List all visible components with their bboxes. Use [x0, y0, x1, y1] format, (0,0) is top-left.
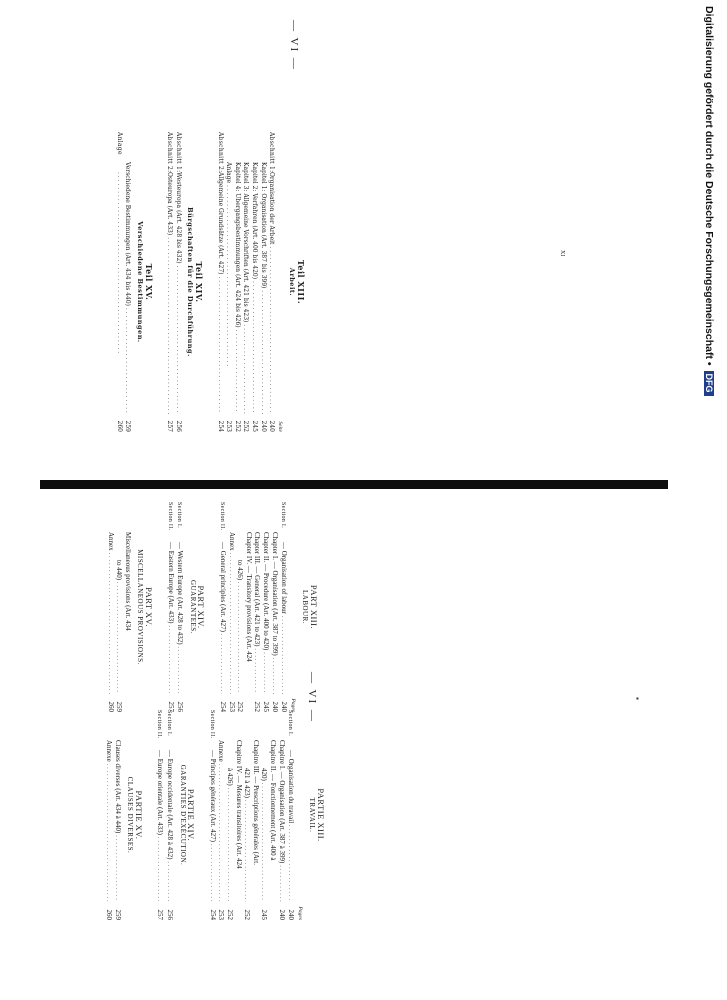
english-part15-rows — [106, 502, 132, 712]
toc-page-number: 260 — [105, 909, 114, 920]
toc-page-number: 245 — [251, 420, 259, 432]
french-page-number: — VI — — [306, 672, 318, 723]
toc-section-label: Section I. — [176, 502, 183, 528]
toc-row — [267, 132, 276, 432]
toc-entry-text: — Organisation of labour . . . — [280, 542, 289, 694]
toc-page-number: 256 — [166, 909, 175, 920]
toc-entry-text: Allgemeine Grundsätze (Art. 427) . . . — [215, 172, 224, 414]
toc-entry-text: Kapitel 3: Allgemeine Vorschriften (Art. 421 bis 423) . . . — [241, 162, 250, 414]
toc-section-label: Section II. — [166, 502, 173, 531]
toc-row — [232, 132, 241, 432]
toc-row — [115, 502, 124, 712]
toc-row — [236, 502, 245, 712]
toc-entry-text: Chapter I. — Organisation (Art. 387 to 399) . . . — [270, 532, 279, 694]
toc-row — [244, 502, 253, 712]
toc-row — [173, 132, 182, 432]
french-part15-subtitle: CLAUSES DIVERSES. — [126, 776, 135, 854]
toc-entry-text: à 426) . . . — [225, 768, 234, 902]
french-part15-rows — [105, 710, 122, 920]
toc-page-number: 240 — [268, 420, 276, 432]
toc-entry-text: Kapitel 1: Organisation (Art. 387 bis 399) . . . — [258, 162, 267, 414]
toc-entry-text: — Western Europe (Art. 428 to 432) . . . — [176, 542, 185, 694]
toc-entry-text: Anlage . . . — [224, 162, 233, 414]
toc-section-label: Abschnitt 1: — [268, 132, 276, 173]
toc-entry-text: to 440) . . . — [115, 560, 124, 694]
french-part13-rows — [207, 710, 295, 920]
german-part15-title: Teil XV. — [143, 263, 154, 301]
german-contents — [114, 132, 305, 432]
toc-row — [215, 132, 224, 432]
toc-page-number: 259 — [113, 909, 122, 920]
toc-page-number: 253 — [227, 701, 236, 712]
toc-row — [224, 132, 233, 432]
toc-entry-text: Kapitel 4: Übergangsbestimmungen (Art. 424 bis 426) . . . — [232, 162, 241, 414]
english-part13-title: PART XIII. — [309, 584, 319, 630]
german-part15-rows — [114, 132, 131, 432]
toc-entry-text: — Europe orientale (Art. 433) . . . — [156, 750, 165, 902]
page-mark-xi: XI — [559, 250, 565, 257]
toc-page-number: 256 — [176, 701, 185, 712]
toc-row — [277, 710, 286, 920]
toc-entry-text: Miscellaneous provisions (Art. 434 — [123, 532, 132, 631]
french-part14-subtitle: GARANTIES D'EXÉCUTION. — [178, 764, 187, 866]
toc-entry-text: Chapitre III. — Prescriptions générales (Art. — [251, 740, 260, 865]
german-part15-subtitle: Verschiedene Bestimmungen. — [136, 221, 145, 343]
toc-row — [268, 710, 277, 920]
toc-section-label: Abschnitt 2: — [166, 132, 174, 173]
german-part14-subtitle: Bürgschaften für die Durchführung. — [186, 207, 195, 357]
toc-entry-text — [114, 172, 123, 414]
french-pages-heading: Pages — [296, 906, 303, 920]
toc-page-number: 254 — [216, 420, 224, 432]
german-page-number: — VI — — [288, 20, 300, 71]
toc-page-number: 259 — [124, 420, 132, 432]
toc-page-number: 252 — [236, 701, 245, 712]
toc-row — [113, 710, 122, 920]
english-part14-rows — [165, 502, 184, 712]
toc-page-number: 252 — [253, 701, 262, 712]
toc-entry-text: Annex . . . — [227, 532, 236, 694]
toc-section-label: Section I. — [166, 710, 173, 736]
toc-page-number: 259 — [115, 701, 124, 712]
french-part14-rows — [155, 710, 174, 920]
english-part15-title: PART XV. — [144, 587, 155, 627]
toc-section-label: Section II. — [156, 710, 163, 739]
toc-entry-text: Annex . . . — [106, 532, 115, 694]
toc-entry-text: — General principles (Art. 427) . . . — [218, 542, 227, 694]
toc-page-number: 253 — [225, 420, 233, 432]
toc-entry-text: Westeuropa (Art. 428 bis 432) . . . — [173, 172, 182, 414]
toc-entry-text: Organisation der Arbeit . . . — [267, 172, 276, 414]
toc-row — [261, 502, 270, 712]
toc-page-number: 240 — [287, 909, 296, 920]
toc-page-number: 252 — [233, 420, 241, 432]
toc-section-label: Section I. — [280, 502, 287, 528]
toc-page-number: 252 — [242, 420, 250, 432]
toc-entry-text: Chapitre II. — Fonctionnement (Art. 400 à — [269, 740, 278, 861]
toc-page-number: 257 — [156, 909, 165, 920]
toc-row — [286, 710, 296, 920]
toc-entry-text: — Europe occidentale (Art. 428 à 432) . . . — [166, 750, 175, 902]
toc-page-number: 257 — [166, 701, 175, 712]
toc-row — [234, 710, 243, 920]
english-part13-subtitle: LABOUR. — [301, 589, 310, 625]
toc-entry-text: Chapitre IV. — Mesures transitoires (Art. 424 — [234, 740, 243, 869]
toc-section-label: Section I. — [287, 710, 294, 736]
toc-entry-text: 420) . . . — [260, 768, 269, 902]
toc-entry-text: Kapitel 2: Verfahren (Art. 400 bis 420) . . . — [249, 162, 258, 414]
english-pages-heading: Pages — [289, 698, 296, 712]
digitization-notice — [703, 6, 715, 396]
german-part13-rows — [215, 132, 275, 432]
toc-section-label: Abschnitt 1: — [174, 132, 182, 173]
toc-row — [217, 502, 227, 712]
toc-row — [106, 502, 115, 712]
english-part15-subtitle: MISCELLANEOUS PROVISIONS. — [136, 549, 145, 665]
toc-entry-text: Annexe . . . — [217, 740, 226, 902]
toc-row — [155, 710, 165, 920]
toc-entry-text: Chapter IV. — Transitory provisions (Art. 424 — [244, 532, 253, 662]
toc-entry-text: — Organisation du travail . . . — [287, 750, 296, 902]
toc-entry-text: Verschiedene Bestimmungen (Art. 434 bis 440) . . . — [123, 162, 132, 414]
toc-entry-text: Clauses diverses (Art. 434 à 440) . . . — [113, 740, 122, 902]
toc-entry-text: to 426) . . . — [236, 560, 245, 694]
toc-entry-text: Osteuropa (Art. 433) . . . — [165, 172, 174, 414]
toc-section-label: Section II. — [219, 502, 226, 531]
toc-page-number: 240 — [277, 909, 286, 920]
french-part13-title: PARTIE XIII. — [316, 788, 326, 842]
toc-entry-text: — Principes généraux (Art. 427) . . . — [208, 750, 217, 902]
toc-page-number: 240 — [259, 420, 267, 432]
toc-row — [249, 132, 258, 432]
toc-row — [165, 132, 174, 432]
toc-row — [105, 710, 114, 920]
toc-page-number: 260 — [115, 420, 123, 432]
toc-page-number: 260 — [106, 701, 115, 712]
toc-row — [270, 502, 279, 712]
toc-page-number: 240 — [280, 701, 289, 712]
german-part14-title: Teil XIV. — [194, 261, 205, 303]
german-pages-heading: Seite — [276, 421, 283, 432]
toc-entry-text: Chapter II. — Procedure (Art. 400 to 420) . . . — [261, 532, 270, 694]
toc-page-number: 245 — [262, 701, 271, 712]
toc-row — [227, 502, 236, 712]
toc-page-number: 240 — [270, 701, 279, 712]
toc-row — [114, 132, 123, 432]
toc-section-label: Anlage — [115, 132, 123, 155]
toc-row — [217, 710, 226, 920]
toc-row — [175, 502, 185, 712]
dfg-logo: DFG — [704, 371, 714, 396]
toc-row — [251, 710, 260, 920]
german-part13-title: Teil XIII. — [296, 259, 306, 305]
toc-row — [253, 502, 262, 712]
toc-entry-text: — Eastern Europe (Art. 433) . . . — [166, 542, 175, 694]
english-part14-title: PART XIV. — [196, 585, 207, 629]
english-part14-subtitle: GUARANTEES. — [188, 580, 197, 634]
toc-page-number: 256 — [174, 420, 182, 432]
toc-page-number: 252 — [243, 909, 252, 920]
toc-row — [165, 710, 175, 920]
french-contents — [105, 710, 325, 920]
toc-page-number: 257 — [166, 420, 174, 432]
toc-row — [260, 710, 269, 920]
toc-entry-text: Chapter III. — General (Art. 421 to 423) . . . — [253, 532, 262, 694]
gutter-shadow — [40, 480, 668, 489]
german-part13-subtitle: Arbeit. — [288, 267, 297, 297]
toc-page-number: 245 — [260, 909, 269, 920]
toc-row — [225, 710, 234, 920]
toc-entry-text: 421 à 423) . . . — [243, 768, 252, 902]
german-part14-rows — [165, 132, 182, 432]
french-part13-subtitle: TRAVAIL. — [308, 797, 317, 833]
toc-entry-text: Annexe . . . — [105, 740, 114, 902]
toc-entry-text: Chapitre I. — Organisation (Art. 387 à 399) . . . — [277, 740, 286, 902]
toc-row — [123, 502, 132, 712]
toc-row — [241, 132, 250, 432]
toc-page-number: 252 — [226, 909, 235, 920]
toc-row — [279, 502, 289, 712]
french-part14-title: PARTIE XIV. — [186, 788, 197, 842]
toc-page-number: 254 — [208, 909, 217, 920]
toc-page-number: 254 — [219, 701, 228, 712]
toc-row — [207, 710, 217, 920]
toc-row — [123, 132, 132, 432]
scan-speck: ▪ — [636, 694, 639, 703]
french-part15-title: PARTIE XV. — [133, 790, 144, 840]
english-part13-rows — [217, 502, 288, 712]
english-contents — [106, 502, 318, 712]
toc-row — [258, 132, 267, 432]
digitization-notice-text: Digitalisierung gefördert durch die Deutsche Forschungsgemeinschaft • — [703, 6, 715, 366]
toc-section-label: Abschnitt 2: — [216, 132, 224, 173]
toc-row — [243, 710, 252, 920]
toc-page-number: 253 — [217, 909, 226, 920]
toc-row — [165, 502, 175, 712]
toc-section-label: Section II. — [208, 710, 215, 739]
